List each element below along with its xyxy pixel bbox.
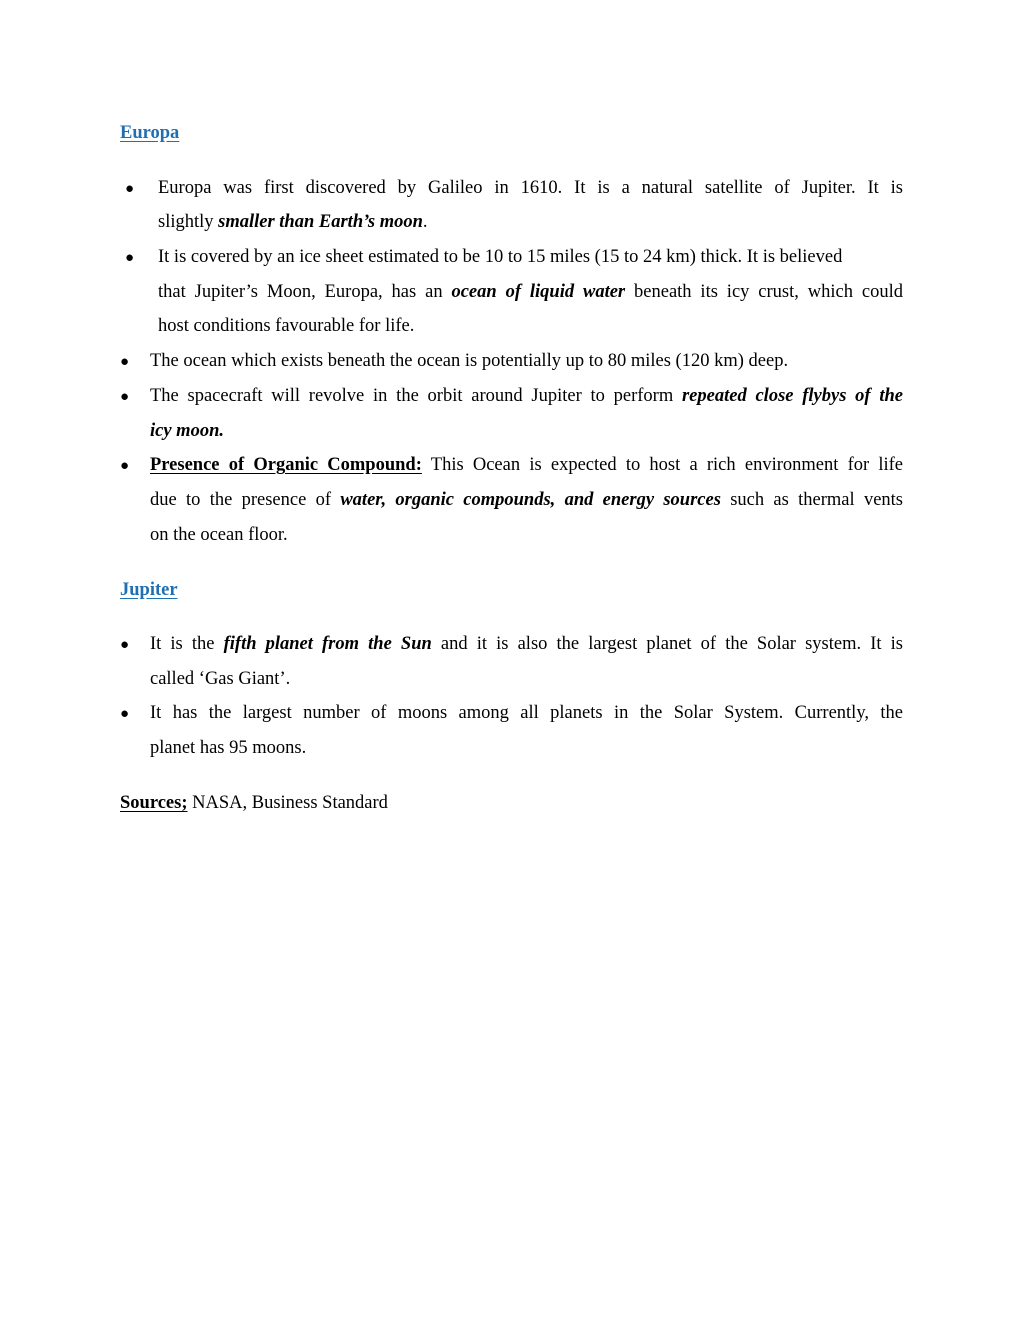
jupiter-b1-line1: It is the fifth planet from the Sun and it is also the largest planet of the Solar system. It is — [150, 634, 903, 654]
bullet-icon: ● — [120, 637, 130, 653]
europa-b2-line2: that Jupiter’s Moon, Europa, has an ocean of liquid water beneath its icy crust, which could — [158, 282, 903, 302]
jupiter-b2-line2: planet has 95 moons. — [150, 738, 307, 758]
sources-label: Sources; — [120, 793, 188, 813]
europa-b4-line2: icy moon. — [150, 421, 224, 441]
bullet-icon: ● — [125, 181, 135, 197]
europa-b4-line1: The spacecraft will revolve in the orbit around Jupiter to perform repeated close flybys of the — [150, 386, 903, 406]
jupiter-b2-line1: It has the largest number of moons among all planets in the Solar System. Currently, the — [150, 703, 903, 723]
bullet-icon: ● — [125, 250, 135, 266]
europa-b1-line1: Europa was first discovered by Galileo in 1610. It is a natural satellite of Jupiter. It is — [158, 178, 903, 198]
europa-b5-line3: on the ocean floor. — [150, 525, 288, 545]
bullet-icon: ● — [120, 706, 130, 722]
sources-text: NASA, Business Standard — [187, 793, 388, 813]
europa-b3-line1: The ocean which exists beneath the ocean is potentially up to 80 miles (120 km) deep. — [150, 351, 789, 371]
bullet-icon: ● — [120, 354, 130, 370]
bullet-icon: ● — [120, 458, 130, 474]
europa-b5-line2: due to the presence of water, organic compounds, and energy sources such as thermal vents — [150, 490, 904, 510]
jupiter-heading[interactable]: Jupiter — [120, 580, 178, 600]
bullet-icon: ● — [120, 389, 130, 405]
europa-b5-line1: Presence of Organic Compound: This Ocean is expected to host a rich environment for life — [150, 455, 903, 475]
europa-b1-line2: slightly smaller than Earth’s moon. — [158, 212, 428, 232]
europa-heading[interactable]: Europa — [120, 123, 180, 143]
jupiter-b1-line2: called ‘Gas Giant’. — [150, 669, 291, 689]
europa-b2-line3: host conditions favourable for life. — [158, 316, 415, 336]
europa-b2-line1: It is covered by an ice sheet estimated to be 10 to 15 miles (15 to 24 km) thick. It is believed — [158, 247, 843, 267]
sources-line — [120, 794, 388, 813]
